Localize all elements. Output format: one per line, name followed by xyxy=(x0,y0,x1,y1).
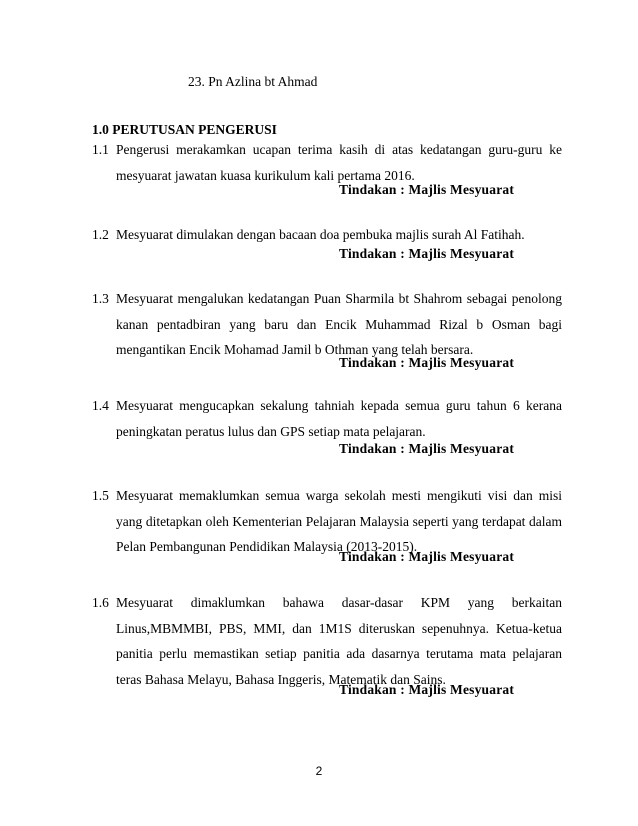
minutes-item xyxy=(92,222,562,248)
page-number: 2 xyxy=(315,764,323,778)
section-heading: 1.0 PERUTUSAN PENGERUSI xyxy=(92,122,277,137)
action-line: Tindakan : Majlis Mesyuarat xyxy=(339,355,515,370)
minutes-item xyxy=(92,590,562,692)
action-line: Tindakan : Majlis Mesyuarat xyxy=(339,441,515,456)
action-line: Tindakan : Majlis Mesyuarat xyxy=(339,682,515,697)
attendee-line: 23. Pn Azlina bt Ahmad xyxy=(188,74,318,89)
item-number: 1.5 xyxy=(92,488,109,503)
item-text: Mesyuarat mengucapkan sekalung tahniah kepada semua guru tahun 6 kerana peningkatan peratus lulus dan GPS setiap mata pelajaran. xyxy=(116,398,562,439)
item-number: 1.2 xyxy=(92,227,109,242)
item-number: 1.1 xyxy=(92,142,109,157)
minutes-item xyxy=(92,393,562,444)
item-number: 1.3 xyxy=(92,291,109,306)
item-text: Pengerusi merakamkan ucapan terima kasih di atas kedatangan guru-guru ke mesyuarat jawatan kuasa kurikulum kali pertama 2016. xyxy=(116,142,562,183)
minutes-item xyxy=(92,286,562,363)
action-line: Tindakan : Majlis Mesyuarat xyxy=(339,549,515,564)
action-line: Tindakan : Majlis Mesyuarat xyxy=(339,246,515,261)
item-text: Mesyuarat memaklumkan semua warga sekolah mesti mengikuti visi dan misi yang ditetapkan oleh Kementerian Pelajaran Malaysia seperti yang terdapat dalam Pelan Pembangunan Pendidikan Malaysia (2013-2015). xyxy=(116,488,562,554)
action-line: Tindakan : Majlis Mesyuarat xyxy=(339,182,515,197)
item-text: Mesyuarat dimulakan dengan bacaan doa pembuka majlis surah Al Fatihah. xyxy=(116,227,525,242)
item-number: 1.6 xyxy=(92,595,109,610)
item-text: Mesyuarat dimaklumkan bahawa dasar-dasar KPM yang berkaitan Linus,MBMMBI, PBS, MMI, dan 1M1S diteruskan sepenuhnya. Ketua-ketua panitia perlu memastikan setiap panitia ada dasarnya terutama mata pelajaran teras Bahasa Melayu, Bahasa Inggeris, Matematik dan Sains. xyxy=(116,595,562,687)
item-text: Mesyuarat mengalukan kedatangan Puan Sharmila bt Shahrom sebagai penolong kanan pentadbiran yang baru dan Encik Muhammad Rizal b Osman bagi mengantikan Encik Mohamad Jamil b Othman yang telah bersara. xyxy=(116,291,562,357)
item-number: 1.4 xyxy=(92,398,109,413)
minutes-item xyxy=(92,137,562,188)
